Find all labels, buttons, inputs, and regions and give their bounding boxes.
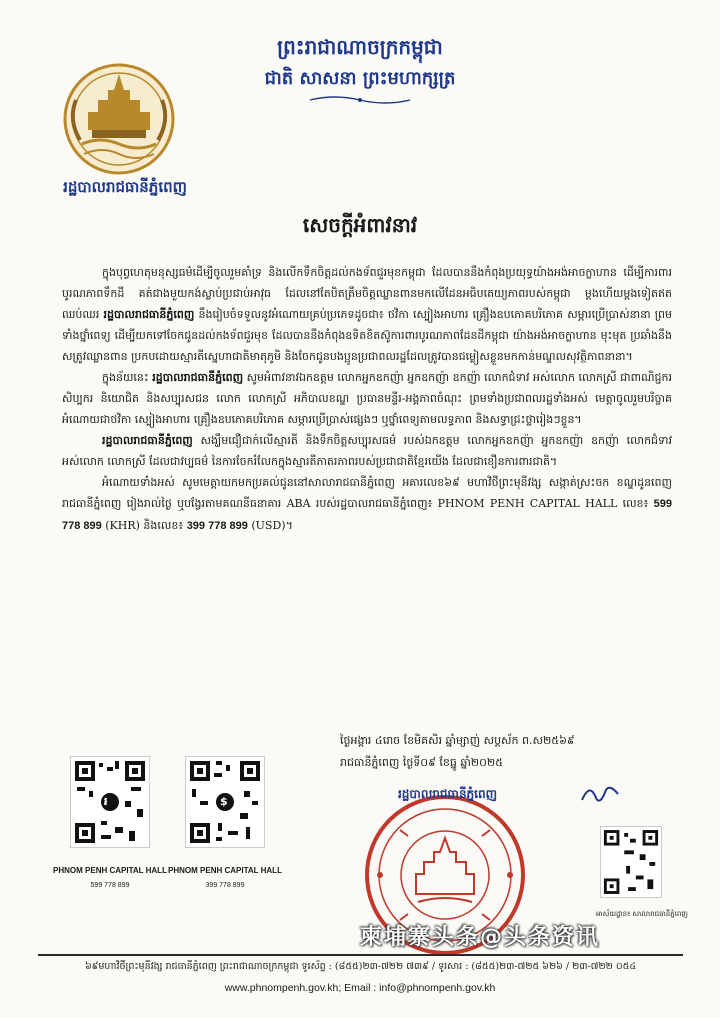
qr-code-khr[interactable] bbox=[70, 756, 150, 848]
issuer-name: រដ្ឋបាលរាជធានីភ្នំពេញ bbox=[63, 178, 187, 196]
ornament-divider bbox=[310, 94, 410, 106]
paragraph-1: ក្នុងបុព្វហេតុមនុស្សធម៌ដើម្បីចូលរួមគាំទ្រ និងលើកទឹកចិត្តដល់កងទ័ពជួរមុខកម្ពុជា ដែលបាននឹងកំពុងប្រយុទ្ធយ៉ាងអង់អាចក្លាហាន ដើម្បីការពារបូរណភាពទឹកដី គត់ជាងមួយកង់ស្លាប់ប្រជាប់អាវុធ ដែលនៅតែបិតត្រឹមចិត្តឈ្លានពានមកលើដែនអធិបតេយ្យភាពរបស់កម្ពុជា ម្ដងហើយម្ដងទៀតឥតឈប់ឈរ រដ្ឋបាលរាជធានីភ្នំពេញ នឹងរៀបចំទទួលនូវអំណោយគ្រប់ប្រភេទដូចជា៖ ថវិកា ស្បៀងអាហារ គ្រឿងឧបភោគបរិភោគ សម្ភារប្រើប្រាស់នានា ព្រមទាំងថ្នាំពេទ្យ ដើម្បីយកទៅចែកជូនដល់កងទ័ពជួរមុខ ដែលបាននឹងកំពុងឧទិតខិតស៊ូការពារបូរណភាពដែនដីកម្ពុជា យ៉ាងអង់អាចក្លាហាន មុះមុត ប្រឆាំងនឹងសត្រូវឈ្លានពាន ប្រកបដោយស្មារតីស្នេហាជាតិមាតុភូមិ និងចែកជូនបងប្អូនប្រជាពលរដ្ឋដែលត្រូវបានជម្លៀសខ្លួនមកកាន់មណ្ឌលសុវត្ថិភាពនានា។ bbox=[62, 266, 673, 363]
lunar-date: ថ្ងៃអង្គារ ៤រោច ខែមិគសិរ ឆ្នាំម្សាញ់ សប្តស័ក ព.ស២៥៦៩ bbox=[340, 734, 575, 747]
footer-contact: www.phnompenh.gov.kh; Email : info@phnompenh.gov.kh bbox=[224, 982, 496, 994]
paragraph-4: អំណោយទាំងអស់ សូមមេត្តាយកមកប្រគល់ជូននៅសាលារាជធានីភ្នំពេញ អគារលេខ៦៩ មហាវិថីព្រះមុនីវង្ស សង្កាត់ស្រះចក ខណ្ឌដូនពេញ រាជធានីភ្នំពេញ រៀងរាល់ថ្ងៃ ឬបង្វែរតាមគណនីធនាគារ ABA របស់រដ្ឋបាលរាជធានីភ្នំពេញ៖ PHNOM PENH CAPITAL HALL លេខ៖ 599 778 899 (KHR) និងលេខ៖ 399 778 899 (USD)។ bbox=[62, 476, 672, 532]
qr-pattern-icon bbox=[71, 757, 149, 847]
website-link[interactable]: www.phnompenh.gov.kh bbox=[224, 982, 339, 994]
footer-divider bbox=[38, 954, 683, 956]
paragraph-3: រដ្ឋបាលរាជធានីភ្នំពេញ សង្ឃឹមជឿជាក់លើស្មារតី និងទឹកចិត្តសប្បុរសធម៌ របស់ឯកឧត្តម លោកអ្នកឧកញ៉ា អ្នកឧកញ៉ា ឧកញ៉ា លោកជំទាវ អស់លោក លោកស្រី ដែលជាវប្បធម៌ នៃការចែករំលែកក្នុងស្មារតីភាតរភាពរបស់ប្រជាជាតិខ្មែរយើង ដែលជាខឿនការពារជាតិ។ bbox=[62, 434, 672, 468]
qr-caption-khr: PHNOM PENH CAPITAL HALL bbox=[53, 866, 167, 875]
qr-account-khr: 599 778 899 bbox=[90, 882, 130, 889]
paragraph-2: ក្នុងន័យនេះ រដ្ឋបាលរាជធានីភ្នំពេញ សូមអំពាវនាវឯកឧត្តម លោកអ្នកឧកញ៉ា អ្នកឧកញ៉ា ឧកញ៉ា លោកជំទាវ អស់លោក លោកស្រី ជាពាណិជ្ជករ សិប្បករ និយោជិត និងសប្បុរសជន លោក លោកស្រី អភិបាលខណ្ឌ ប្រធានមន្ទីរ-អង្គភាពចំណុះ ព្រមទាំងប្រជាពលរដ្ឋទាំងអស់ មេត្តាចូលរួមបរិច្ចាគអំណោយជាថវិកា ស្បៀងអាហារ គ្រឿងឧបភោគបរិភោគ សម្ភារប្រើប្រាស់ផ្សេងៗ ឬថ្នាំពេទ្យតាមលទ្ធភាព និងសទ្ធាជ្រះថ្លារៀងៗខ្លួន។ bbox=[62, 371, 672, 426]
date-block bbox=[340, 730, 700, 774]
account-khr: 599 778 899 bbox=[62, 498, 672, 532]
qr-pattern-icon bbox=[601, 827, 661, 897]
kingdom-title: ព្រះរាជាណាចក្រកម្ពុជា bbox=[277, 35, 443, 59]
email-link[interactable]: info@phnompenh.gov.kh bbox=[379, 982, 496, 994]
phnom-penh-emblem-icon bbox=[58, 60, 180, 178]
signature-icon bbox=[580, 780, 620, 808]
source-watermark: 柬埔寨头条@头条资讯 bbox=[360, 925, 601, 950]
nation-motto: ជាតិ សាសនា ព្រះមហាក្សត្រ bbox=[264, 68, 456, 89]
seal-issuer-label: រដ្ឋបាលរាជធានីភ្នំពេញ bbox=[398, 787, 498, 801]
footer-address: ៦៩មហាវិថីព្រះមុនីវង្ស រាជធានីភ្នំពេញ ព្រះរាជាណាចក្រកម្ពុជា ទូរស័ព្ទ : (៨៥៥)២៣-៧២២ ៧៣៩ / ទូរសារ : (៨៥៥)២៣-៧២៥ ៦២៦ / ២៣-៧២២ ០៥៤ bbox=[84, 961, 637, 972]
qr-account-usd: 399 778 899 bbox=[205, 882, 245, 889]
riel-currency-icon: ៛ bbox=[104, 795, 108, 808]
account-usd: 399 778 899 bbox=[186, 520, 248, 532]
document-title: សេចក្ដីអំពាវនាវ bbox=[302, 213, 418, 237]
dollar-currency-icon: $ bbox=[220, 795, 228, 808]
solar-date: រាជធានីភ្នំពេញ ថ្ងៃទី០៩ ខែធ្នូ ឆ្នាំ២០២៥ bbox=[340, 756, 504, 769]
address-qr-caption: អាស័យដ្ឋាន៖ សាលារាជធានីភ្នំពេញ bbox=[596, 910, 688, 918]
qr-caption-usd: PHNOM PENH CAPITAL HALL bbox=[168, 866, 282, 875]
document-body bbox=[62, 262, 672, 537]
qr-code-address[interactable] bbox=[600, 826, 662, 898]
